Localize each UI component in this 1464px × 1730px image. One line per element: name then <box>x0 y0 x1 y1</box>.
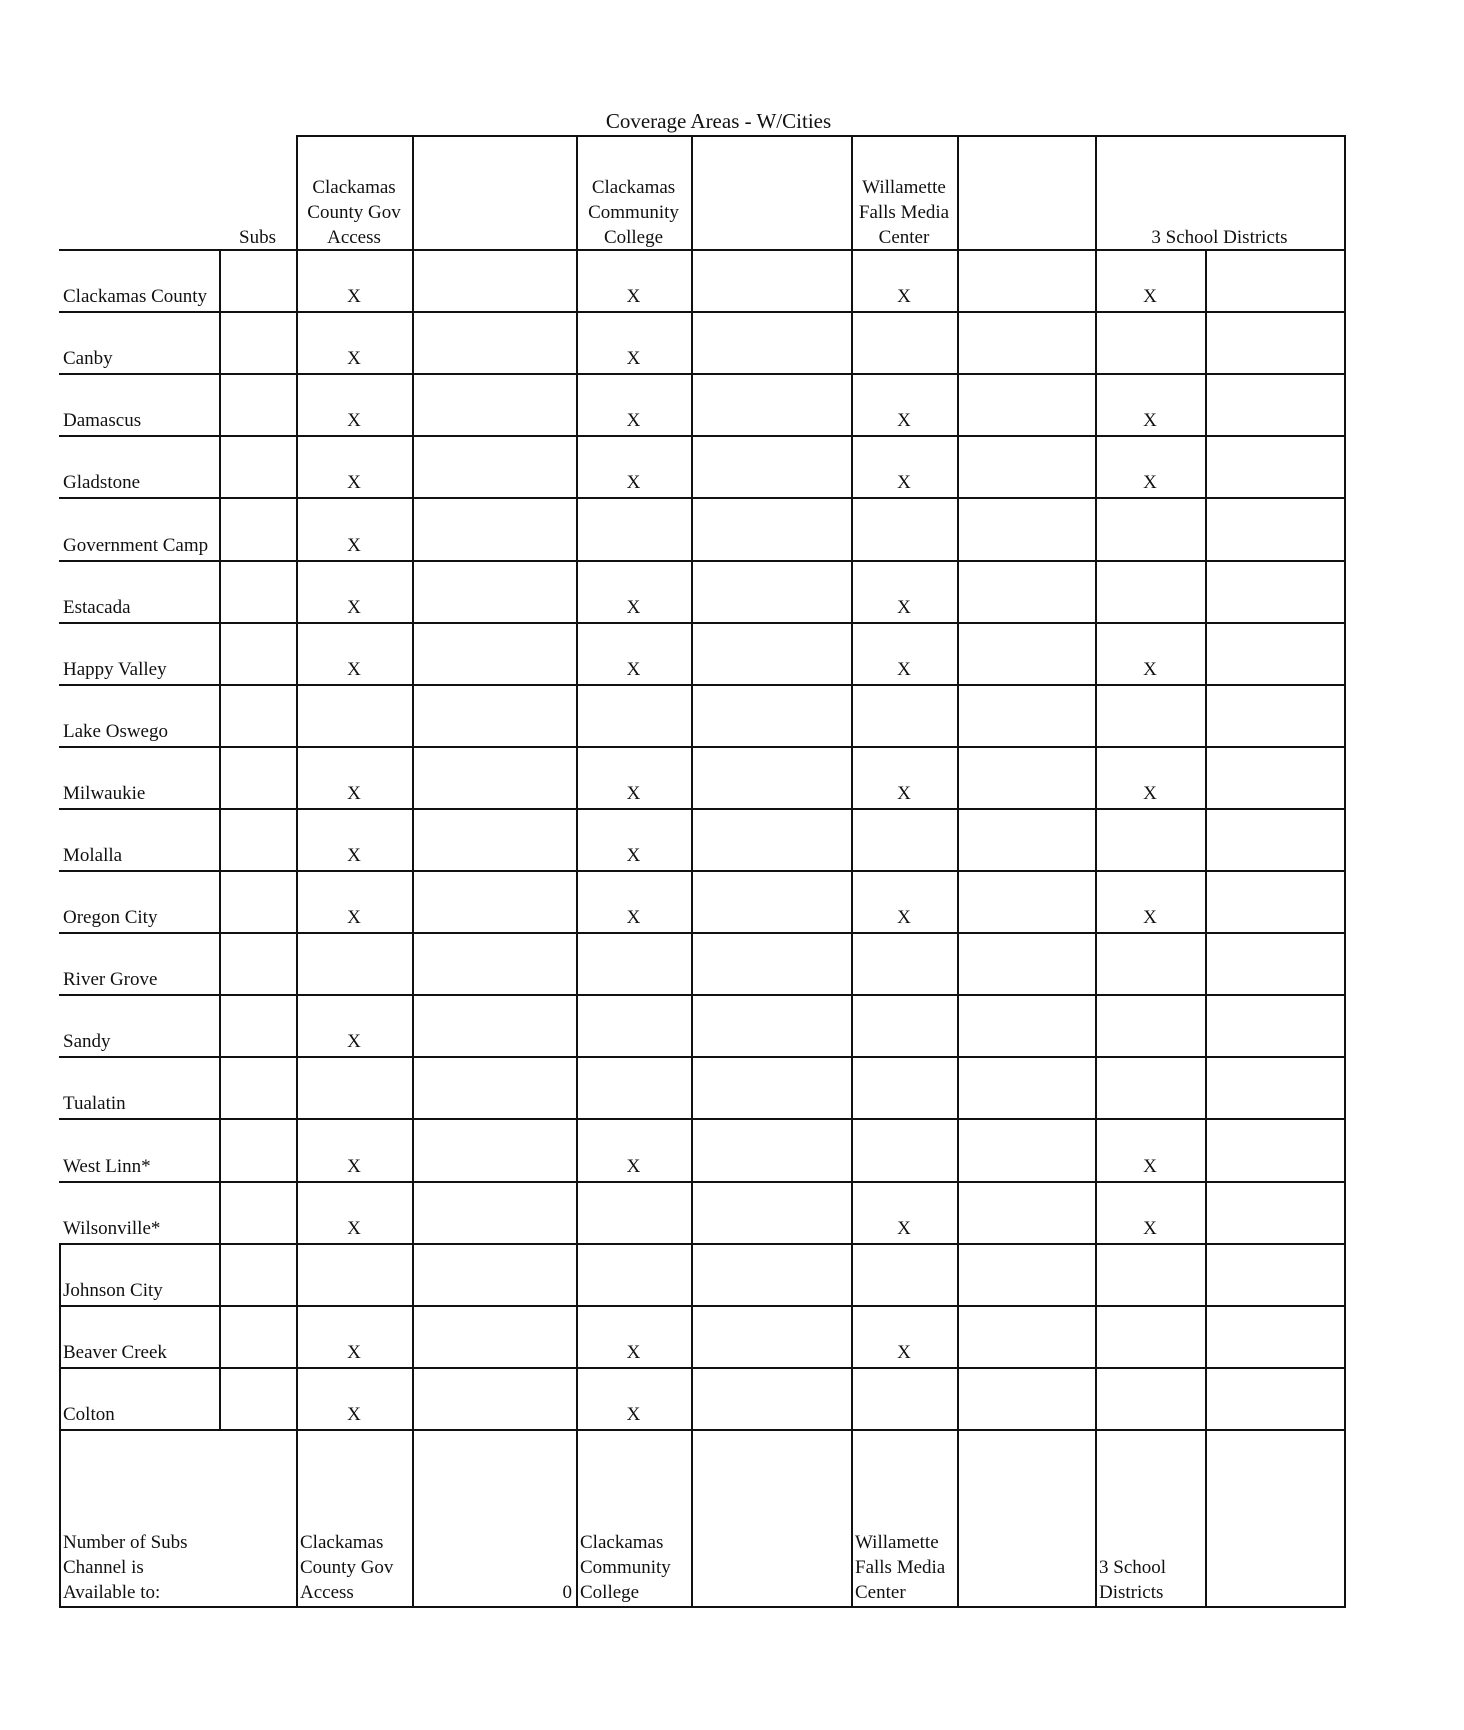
row-vline <box>412 870 414 933</box>
row-vline <box>1344 994 1346 1057</box>
row-bottom-border <box>59 1056 1346 1058</box>
row-bottom-border <box>59 373 1346 375</box>
row-vline <box>219 622 221 685</box>
footer-vline <box>1344 1429 1346 1606</box>
row-vline <box>957 932 959 995</box>
coverage-mark: X <box>347 472 361 493</box>
row-vline <box>1344 622 1346 685</box>
row-vline <box>576 932 578 995</box>
footer-vline <box>691 1429 693 1606</box>
header-col3-line: Center <box>878 227 930 248</box>
row-vline <box>412 435 414 498</box>
coverage-mark: X <box>347 348 361 369</box>
row-vline <box>851 808 853 871</box>
footer-label-line: Number of Subs <box>63 1532 188 1553</box>
row-vline <box>59 1367 61 1430</box>
row-vline <box>219 1181 221 1244</box>
row-vline <box>957 1305 959 1368</box>
coverage-mark: X <box>897 783 911 804</box>
row-vline <box>1095 994 1097 1057</box>
coverage-mark: X <box>1143 410 1157 431</box>
footer-label-line: Available to: <box>63 1582 161 1603</box>
row-vline <box>957 1367 959 1430</box>
row-vline <box>691 435 693 498</box>
city-name: Happy Valley <box>63 659 167 680</box>
row-vline <box>219 435 221 498</box>
footer-vline <box>851 1429 853 1606</box>
footer-col1-line: Clackamas <box>300 1532 384 1553</box>
row-vline <box>691 249 693 312</box>
header-col2-line: Community <box>588 202 679 223</box>
row-vline <box>851 497 853 560</box>
row-vline <box>219 684 221 747</box>
header-col1-line: Access <box>327 227 381 248</box>
footer-col3-line: Willamette <box>855 1532 939 1553</box>
city-name: Milwaukie <box>63 783 146 804</box>
row-vline <box>1095 1056 1097 1119</box>
row-vline <box>296 1056 298 1119</box>
row-vline <box>219 870 221 933</box>
row-bottom-border <box>59 994 1346 996</box>
row-vline <box>1344 249 1346 312</box>
row-vline <box>1205 497 1207 560</box>
row-vline <box>957 1118 959 1181</box>
row-vline <box>219 560 221 623</box>
row-vline <box>1205 249 1207 312</box>
row-vline <box>1205 684 1207 747</box>
row-vline <box>412 249 414 312</box>
coverage-mark: X <box>897 1218 911 1239</box>
city-name: Johnson City <box>63 1280 163 1301</box>
coverage-mark: X <box>1143 1218 1157 1239</box>
footer-col1-line: Access <box>300 1582 354 1603</box>
row-vline <box>851 1367 853 1430</box>
row-vline <box>412 1181 414 1244</box>
row-vline <box>1344 1181 1346 1244</box>
header-col3-line: Falls Media <box>858 202 950 223</box>
row-vline <box>851 994 853 1057</box>
row-vline <box>691 808 693 871</box>
row-vline <box>1205 746 1207 809</box>
row-vline <box>576 1181 578 1244</box>
footer-vline <box>957 1429 959 1606</box>
city-name: Tualatin <box>63 1093 126 1114</box>
coverage-mark: X <box>1143 472 1157 493</box>
coverage-mark: X <box>897 410 911 431</box>
row-vline <box>1095 497 1097 560</box>
row-vline <box>412 1243 414 1306</box>
coverage-mark: X <box>626 1342 641 1363</box>
row-vline <box>957 249 959 312</box>
row-vline <box>1205 1305 1207 1368</box>
row-vline <box>412 1118 414 1181</box>
row-vline <box>412 932 414 995</box>
row-vline <box>691 1367 693 1430</box>
row-vline <box>691 870 693 933</box>
city-name: Gladstone <box>63 472 141 493</box>
coverage-mark: X <box>347 1156 361 1177</box>
header-vline-7 <box>1344 135 1346 249</box>
row-vline <box>691 1305 693 1368</box>
header-vline-1 <box>412 135 414 249</box>
row-vline <box>412 808 414 871</box>
footer-col4-line: Districts <box>1099 1582 1164 1603</box>
header-col4: 3 School Districts <box>1151 227 1288 248</box>
row-vline <box>957 435 959 498</box>
row-bottom-border <box>59 808 1346 810</box>
row-vline <box>957 870 959 933</box>
city-name: Government Camp <box>63 535 209 556</box>
row-vline <box>957 497 959 560</box>
row-vline <box>1344 435 1346 498</box>
row-vline <box>219 1118 221 1181</box>
row-bottom-border <box>59 560 1346 562</box>
row-vline <box>219 311 221 374</box>
row-vline <box>851 1118 853 1181</box>
row-vline <box>576 994 578 1057</box>
row-vline <box>1205 1118 1207 1181</box>
row-vline <box>1095 1305 1097 1368</box>
city-name: Lake Oswego <box>63 721 168 742</box>
city-name: River Grove <box>63 969 158 990</box>
city-name: Oregon City <box>63 907 158 928</box>
row-vline <box>957 746 959 809</box>
row-vline <box>691 622 693 685</box>
row-vline <box>691 994 693 1057</box>
row-vline <box>576 497 578 560</box>
city-name: Damascus <box>63 410 142 431</box>
city-name: Colton <box>63 1404 115 1425</box>
row-vline <box>412 1305 414 1368</box>
row-vline <box>576 1056 578 1119</box>
coverage-mark: X <box>1143 286 1157 307</box>
row-vline <box>1344 808 1346 871</box>
coverage-mark: X <box>897 472 911 493</box>
row-vline <box>957 1056 959 1119</box>
coverage-mark: X <box>897 659 911 680</box>
row-vline <box>1095 560 1097 623</box>
footer-zero-value: 0 <box>562 1582 572 1603</box>
row-vline <box>1344 1056 1346 1119</box>
row-vline <box>412 373 414 436</box>
row-vline <box>1344 373 1346 436</box>
row-vline <box>219 1243 221 1306</box>
row-vline <box>1205 373 1207 436</box>
coverage-mark: X <box>897 907 911 928</box>
row-vline <box>1344 1367 1346 1430</box>
header-vline-3 <box>691 135 693 249</box>
header-top-border <box>296 135 1346 137</box>
row-vline <box>691 684 693 747</box>
row-vline <box>1205 560 1207 623</box>
row-vline <box>412 1367 414 1430</box>
row-vline <box>219 994 221 1057</box>
header-col2-line: College <box>603 227 664 248</box>
coverage-mark: X <box>347 410 361 431</box>
row-vline <box>412 746 414 809</box>
row-vline <box>691 1181 693 1244</box>
row-vline <box>1344 932 1346 995</box>
row-bottom-border <box>59 1429 1346 1431</box>
row-vline <box>691 560 693 623</box>
footer-col1-line: County Gov <box>300 1557 394 1578</box>
coverage-mark: X <box>1143 659 1157 680</box>
row-vline <box>851 684 853 747</box>
row-vline <box>851 1243 853 1306</box>
row-vline <box>1205 622 1207 685</box>
footer-col2-line: Community <box>580 1557 671 1578</box>
row-vline <box>1344 497 1346 560</box>
coverage-mark: X <box>347 845 361 866</box>
row-vline <box>1205 1243 1207 1306</box>
row-vline <box>691 1243 693 1306</box>
row-vline <box>412 622 414 685</box>
coverage-mark: X <box>347 1342 361 1363</box>
coverage-mark: X <box>626 597 641 618</box>
row-bottom-border <box>59 1367 1346 1369</box>
coverage-mark: X <box>897 597 911 618</box>
row-vline <box>957 994 959 1057</box>
row-vline <box>219 932 221 995</box>
coverage-mark: X <box>626 348 641 369</box>
coverage-mark: X <box>626 286 641 307</box>
row-bottom-border <box>59 684 1346 686</box>
coverage-mark: X <box>1143 783 1157 804</box>
row-vline <box>1344 1243 1346 1306</box>
city-name: Sandy <box>63 1031 111 1052</box>
row-vline <box>219 808 221 871</box>
coverage-mark: X <box>347 1404 361 1425</box>
row-vline <box>957 311 959 374</box>
row-bottom-border <box>59 932 1346 934</box>
table-title: Coverage Areas - W/Cities <box>605 109 832 133</box>
row-vline <box>851 311 853 374</box>
row-bottom-border <box>59 1181 1346 1183</box>
row-vline <box>219 1367 221 1430</box>
footer-vline <box>1095 1429 1097 1606</box>
row-vline <box>576 1243 578 1306</box>
coverage-mark: X <box>626 1156 641 1177</box>
row-vline <box>412 994 414 1057</box>
row-bottom-border <box>59 311 1346 313</box>
row-bottom-border <box>59 870 1346 872</box>
row-vline <box>412 1056 414 1119</box>
row-vline <box>1344 560 1346 623</box>
row-bottom-border <box>59 746 1346 748</box>
row-vline <box>296 932 298 995</box>
row-vline <box>1095 311 1097 374</box>
row-vline <box>851 1056 853 1119</box>
row-vline <box>1205 932 1207 995</box>
city-name: Molalla <box>63 845 123 866</box>
coverage-mark: X <box>626 783 641 804</box>
row-vline <box>412 497 414 560</box>
header-col1-line: Clackamas <box>312 177 396 198</box>
row-vline <box>219 497 221 560</box>
footer-col3-line: Falls Media <box>855 1557 946 1578</box>
row-vline <box>851 932 853 995</box>
row-vline <box>957 622 959 685</box>
row-vline <box>691 1056 693 1119</box>
city-name: Canby <box>63 348 113 369</box>
city-name: Wilsonville* <box>63 1218 161 1239</box>
coverage-mark: X <box>897 1342 911 1363</box>
footer-col4-line: 3 School <box>1099 1557 1167 1578</box>
coverage-mark: X <box>347 535 361 556</box>
row-vline <box>691 1118 693 1181</box>
row-bottom-border <box>59 1305 1346 1307</box>
row-vline <box>957 373 959 436</box>
header-vline-5 <box>957 135 959 249</box>
row-vline <box>59 1243 61 1306</box>
footer-bottom-border <box>59 1606 1346 1608</box>
row-vline <box>1095 808 1097 871</box>
row-vline <box>1205 1367 1207 1430</box>
coverage-mark: X <box>626 410 641 431</box>
row-vline <box>691 373 693 436</box>
coverage-mark: X <box>1143 1156 1157 1177</box>
row-vline <box>957 808 959 871</box>
row-vline <box>957 560 959 623</box>
row-vline <box>1205 311 1207 374</box>
row-vline <box>1205 1181 1207 1244</box>
header-col1-line: County Gov <box>307 202 401 223</box>
row-vline <box>957 1243 959 1306</box>
row-vline <box>219 1305 221 1368</box>
row-vline <box>1344 1118 1346 1181</box>
row-vline <box>1205 435 1207 498</box>
row-vline <box>59 1305 61 1368</box>
city-name: Beaver Creek <box>63 1342 167 1363</box>
row-vline <box>691 932 693 995</box>
footer-left-border <box>59 1429 61 1608</box>
city-name: Estacada <box>63 597 131 618</box>
coverage-mark: X <box>347 1218 361 1239</box>
coverage-mark: X <box>626 845 641 866</box>
row-vline <box>296 1243 298 1306</box>
city-name: Clackamas County <box>63 286 208 307</box>
coverage-mark: X <box>626 659 641 680</box>
row-vline <box>1095 1367 1097 1430</box>
coverage-mark: X <box>626 907 641 928</box>
footer-col2-line: Clackamas <box>580 1532 664 1553</box>
row-vline <box>1344 746 1346 809</box>
row-vline <box>1344 684 1346 747</box>
coverage-mark: X <box>626 472 641 493</box>
row-vline <box>1344 311 1346 374</box>
footer-col2-line: College <box>580 1582 640 1603</box>
row-vline <box>219 746 221 809</box>
row-vline <box>1205 1056 1207 1119</box>
row-vline <box>691 497 693 560</box>
row-vline <box>412 684 414 747</box>
footer-label-line: Channel is <box>63 1557 144 1578</box>
row-vline <box>1205 994 1207 1057</box>
row-vline <box>957 684 959 747</box>
row-vline <box>1205 808 1207 871</box>
row-vline <box>1095 932 1097 995</box>
coverage-mark: X <box>626 1404 641 1425</box>
row-bottom-border <box>59 622 1346 624</box>
row-bottom-border <box>59 435 1346 437</box>
row-vline <box>957 1181 959 1244</box>
footer-vline <box>576 1429 578 1606</box>
city-name: West Linn* <box>63 1156 151 1177</box>
coverage-mark: X <box>347 1031 361 1052</box>
row-bottom-border <box>59 497 1346 499</box>
coverage-mark: X <box>1143 907 1157 928</box>
row-vline <box>691 311 693 374</box>
row-vline <box>1095 684 1097 747</box>
row-bottom-border <box>59 1118 1346 1120</box>
coverage-mark: X <box>347 783 361 804</box>
row-bottom-border <box>59 1243 1346 1245</box>
row-vline <box>219 1056 221 1119</box>
header-subs: Subs <box>239 227 276 248</box>
coverage-mark: X <box>347 907 361 928</box>
footer-vline <box>296 1429 298 1606</box>
row-vline <box>1205 870 1207 933</box>
row-vline <box>1095 1243 1097 1306</box>
coverage-mark: X <box>347 659 361 680</box>
row-vline <box>412 560 414 623</box>
coverage-mark: X <box>347 286 361 307</box>
row-vline <box>219 249 221 312</box>
row-vline <box>219 373 221 436</box>
row-vline <box>296 684 298 747</box>
coverage-mark: X <box>347 597 361 618</box>
row-vline <box>576 684 578 747</box>
header-col3-line: Willamette <box>862 177 946 198</box>
coverage-mark: X <box>897 286 911 307</box>
row-vline <box>412 311 414 374</box>
footer-col3-line: Center <box>855 1582 906 1603</box>
footer-vline <box>1205 1429 1207 1606</box>
row-vline <box>1344 1305 1346 1368</box>
row-vline <box>691 746 693 809</box>
header-col2-line: Clackamas <box>591 177 676 198</box>
row-vline <box>1344 870 1346 933</box>
